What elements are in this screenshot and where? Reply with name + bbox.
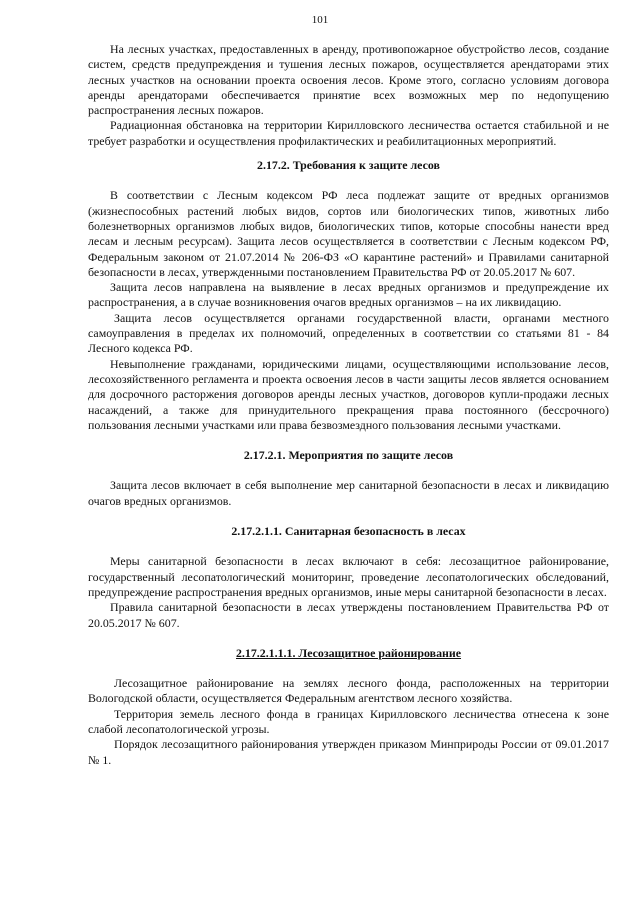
paragraph-non-compliance: Невыполнение гражданами, юридическими лицами, осуществляющими использование лесов, лесохозяйственного регламента и проекта освоения лесов в части защиты лесов является основанием для досрочного расторжения договоров аренды лесных участков, договоров купли-продажи лесных насаждений, а также для принудительного прекращения права постоянного (бессрочного) пользования лесными участками или права безвозмездного пользования лесными участками. [88,356,609,432]
paragraph-sanitary-measures: Меры санитарной безопасности в лесах включают в себя: лесозащитное районирование, государственный лесопатологический мониторинг, проведение лесопатологических обследований, предупреждение распространения вредных организмов, иные меры санитарной безопасности в лесах. [88,554,609,599]
heading-forest-protection-requirements: 2.17.2. Требования к защите лесов [257,158,440,173]
document-body [88,42,609,768]
paragraph-forest-code: В соответствии с Лесным кодексом РФ леса подлежат защите от вредных организмов (жизнеспособных растений любых видов, сортов или биологических типов, животных либо болезнетворных организмов любых видов, биологических типов, которые способны нанести вред лесам и лесным ресурсам). Защита лесов осуществляется в соответствии с Лесным кодексом РФ, Федеральным законом от 21.07.2014 № 206-ФЗ «О карантине растений» и Правилами санитарной безопасности в лесах, утвержденными постановлением Правительства РФ от 20.05.2017 № 607. [88,188,609,279]
heading-zoning: 2.17.2.1.1.1. Лесозащитное районирование [235,645,462,660]
paragraph-sanitary-rules: Правила санитарной безопасности в лесах утверждены постановлением Правительства РФ от 20.05.2017 № 607. [88,600,609,630]
paragraph-threat-zone: Территория земель лесного фонда в границах Кирилловского лесничества отнесена к зоне слабой лесопатологической угрозы. [88,706,609,736]
paragraph-fire-prevention: На лесных участках, предоставленных в аренду, противопожарное обустройство лесов, создание систем, средств предупреждения и тушения лесных пожаров, осуществляется арендаторами этих лесных участков на основании проекта освоения лесов. Кроме этого, согласно условиям договора аренды арендаторами обеспечивается принятие всех возможных мер по недопущению распространения лесных пожаров. [88,42,609,118]
paragraph-protection-aim: Защита лесов направлена на выявление в лесах вредных организмов и предупреждение их распространения, а в случае возникновения очагов вредных организмов – на их ликвидацию. [88,280,609,310]
paragraph-zoning-authority: Лесозащитное районирование на землях лесного фонда, расположенных на территории Вологодской области, осуществляется Федеральным агентством лесного хозяйства. [88,676,609,706]
page-number: 101 [311,14,329,26]
paragraph-protection-authorities: Защита лесов осуществляется органами государственной власти, органами местного самоуправления в пределах их полномочий, определенных в соответствии со статьями 81 - 84 Лесного кодекса РФ. [88,310,609,356]
paragraph-zoning-order: Порядок лесозащитного районирования утвержден приказом Минприроды России от 09.01.2017 № 1. [88,737,609,767]
paragraph-radiation: Радиационная обстановка на территории Кирилловского лесничества остается стабильной и не требует разработки и осуществления профилактических и реабилитационных мероприятий. [88,118,609,148]
paragraph-protection-includes: Защита лесов включает в себя выполнение мер санитарной безопасности в лесах и ликвидацию очагов вредных организмов. [88,478,609,508]
heading-sanitary-safety: 2.17.2.1.1. Санитарная безопасность в лесах [231,524,466,539]
heading-protection-measures: 2.17.2.1. Мероприятия по защите лесов [243,448,454,463]
